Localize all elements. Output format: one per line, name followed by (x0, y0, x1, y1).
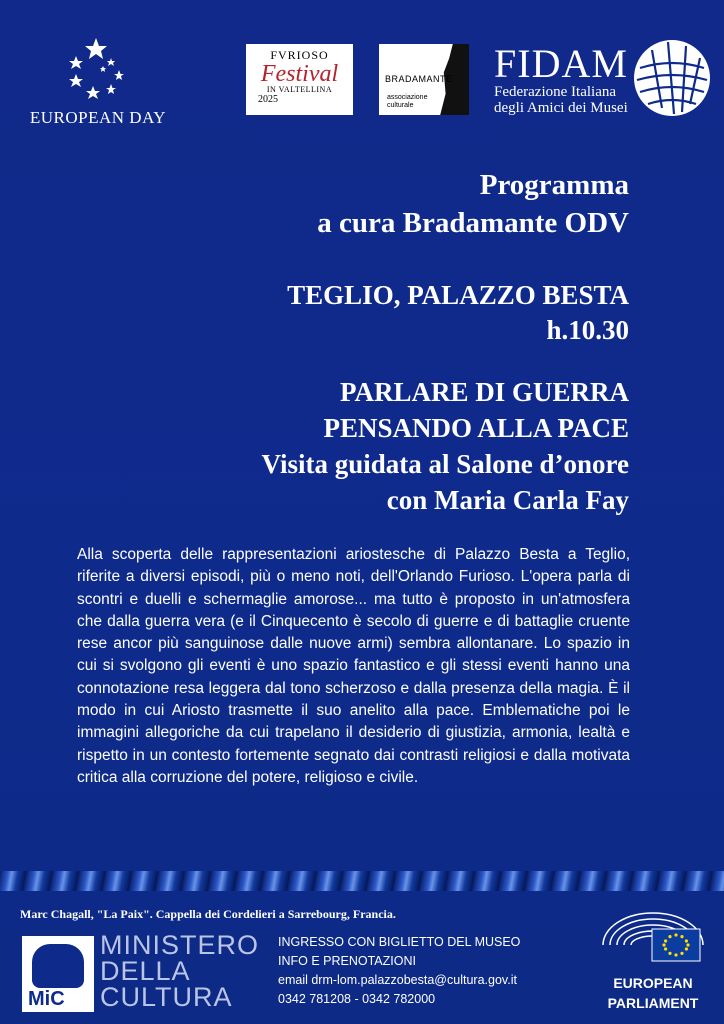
bradamante-logo (379, 44, 469, 115)
ministry-words (100, 932, 259, 1010)
mic-emblem-figure (32, 944, 84, 988)
furioso-line1: FVRIOSO (270, 48, 329, 62)
european-day-logo (18, 36, 178, 128)
bradamante-name: BRADAMANTE (385, 74, 453, 84)
ministry-word2: DELLA (100, 956, 191, 986)
program-heading (317, 166, 629, 242)
fidam-line1: Federazione Italiana (494, 84, 617, 100)
image-caption: Marc Chagall, "La Paix". Cappella dei Cordelieri a Sarrebourg, Francia. (20, 907, 396, 921)
mic-label: MiC (28, 988, 65, 1010)
event-title-line2: PENSANDO ALLA PACE (323, 413, 629, 443)
bradamante-sub (387, 94, 427, 110)
ministry-word1: MINISTERO (100, 930, 260, 960)
parliament-hemicycle-icon (598, 905, 708, 967)
fidam-name: FIDAM (494, 41, 628, 86)
event-subtitle-line2: con Maria Carla Fay (386, 485, 629, 515)
furioso-festival-logo (246, 44, 353, 115)
booking-info (278, 933, 520, 1009)
ep-line2: PARLIAMENT (607, 995, 699, 1011)
bradamante-sub2: culturale (387, 102, 414, 109)
fidam-emblem-icon (632, 38, 712, 118)
event-description: Alla scoperta delle rappresentazioni ariostesche di Palazzo Besta a Teglio, riferite a diversi episodi, più o meno noti, dell'Orlando Furioso. L'opera parla di scontri e duelli e schermaglie amorose... ma tutto è proposto in un'atmosfera che dalla guerra vera (e il Cinquecento è secolo di guerre e di battaglie cruente rese ancor più sanguinose dalle nuove armi) sembra allontanare. Lo spazio in cui si svolgono gli eventi è uno spazio fantastico e gli stessi eventi hanno una connotazione resa leggera dal tono scherzoso e dalla presenza della magia. È il modo in cui Ariosto trasmette il suo anelito alla pace. Emblematiche poi le immagini allegoriche da cui trapelano il desiderio di giustizia, armonia, lealtà e rispetto in un contesto fortemente segnato dai contrasti religiosi e dalla motivata critica alla corruzione del potere, religioso e civile. (77, 546, 630, 786)
ministry-word3: CULTURA (100, 982, 233, 1012)
location-heading (287, 278, 629, 348)
furioso-line3: IN VALTELLINA (266, 85, 333, 94)
european-day-label: EUROPEAN DAY (29, 108, 167, 127)
reservation-info: INFO E PRENOTAZIONI (278, 954, 416, 968)
program-line1: Programma (479, 169, 629, 201)
stars-icon (63, 36, 133, 106)
fidam-line2: degli Amici dei Musei (494, 100, 628, 116)
ticket-info: INGRESSO CON BIGLIETTO DEL MUSEO (278, 935, 521, 949)
ep-line1: EUROPEAN (613, 975, 693, 991)
program-line2: a cura Bradamante ODV (317, 207, 629, 239)
fidam-logo (494, 41, 629, 116)
furioso-line4: 2025 (258, 94, 278, 105)
bradamante-sub1: associazione (387, 94, 428, 101)
event-title (261, 374, 629, 518)
time-text: h.10.30 (546, 315, 629, 345)
email-info[interactable]: email drm-lom.palazzobesta@cultura.gov.it (278, 973, 517, 987)
phone-info[interactable]: 0342 781208 - 0342 782000 (278, 992, 436, 1006)
furioso-line2: Festival (260, 61, 339, 87)
mic-emblem-icon (22, 936, 94, 1012)
event-subtitle-line1: Visita guidata al Salone d’onore (261, 449, 629, 479)
stained-glass-strip (0, 871, 724, 891)
event-title-line1: PARLARE DI GUERRA (339, 377, 629, 407)
location-text: TEGLIO, PALAZZO BESTA (287, 280, 629, 310)
european-parliament-logo (598, 905, 708, 1012)
